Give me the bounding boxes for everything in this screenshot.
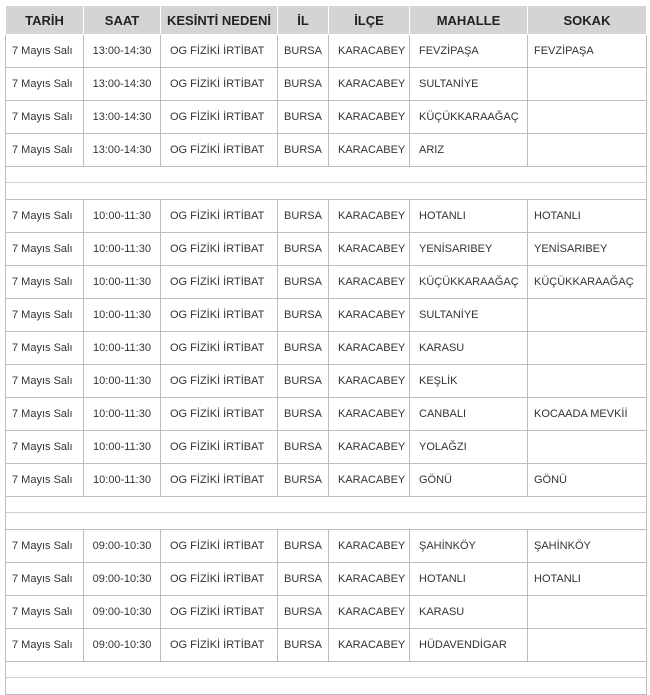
cell-date: 7 Mayıs Salı xyxy=(6,299,84,332)
table-row xyxy=(6,35,647,68)
cell-neighborhood: FEVZİPAŞA xyxy=(410,35,528,68)
table-row xyxy=(6,365,647,398)
cell-district: KARACABEY xyxy=(329,101,410,134)
table-row xyxy=(6,530,647,563)
cell-reason: OG FİZİKİ İRTİBAT xyxy=(161,200,278,233)
cell-time: 10:00-11:30 xyxy=(84,332,161,365)
divider-line xyxy=(6,677,646,678)
cell-street: FEVZİPAŞA xyxy=(528,35,647,68)
cell-street: GÖNÜ xyxy=(528,464,647,497)
cell-date: 7 Mayıs Salı xyxy=(6,365,84,398)
cell-district: KARACABEY xyxy=(329,530,410,563)
cell-street xyxy=(528,101,647,134)
cell-date: 7 Mayıs Salı xyxy=(6,35,84,68)
cell-neighborhood: HOTANLI xyxy=(410,563,528,596)
cell-reason: OG FİZİKİ İRTİBAT xyxy=(161,233,278,266)
group-separator-row xyxy=(6,497,647,530)
cell-province: BURSA xyxy=(278,629,329,662)
cell-street: KOCAADA MEVKİİ xyxy=(528,398,647,431)
cell-province: BURSA xyxy=(278,134,329,167)
table-header xyxy=(6,6,647,35)
cell-neighborhood: YOLAĞZI xyxy=(410,431,528,464)
cell-province: BURSA xyxy=(278,398,329,431)
cell-province: BURSA xyxy=(278,365,329,398)
cell-province: BURSA xyxy=(278,563,329,596)
cell-district: KARACABEY xyxy=(329,332,410,365)
group-separator xyxy=(6,662,647,695)
cell-neighborhood: ŞAHİNKÖY xyxy=(410,530,528,563)
cell-date: 7 Mayıs Salı xyxy=(6,629,84,662)
cell-province: BURSA xyxy=(278,200,329,233)
cell-district: KARACABEY xyxy=(329,365,410,398)
cell-province: BURSA xyxy=(278,530,329,563)
cell-neighborhood: KÜÇÜKKARAAĞAÇ xyxy=(410,101,528,134)
cell-street xyxy=(528,68,647,101)
cell-date: 7 Mayıs Salı xyxy=(6,101,84,134)
cell-street: YENİSARIBEY xyxy=(528,233,647,266)
cell-neighborhood: SULTANİYE xyxy=(410,68,528,101)
table-row xyxy=(6,266,647,299)
cell-date: 7 Mayıs Salı xyxy=(6,398,84,431)
cell-time: 10:00-11:30 xyxy=(84,431,161,464)
cell-date: 7 Mayıs Salı xyxy=(6,200,84,233)
cell-street: HOTANLI xyxy=(528,563,647,596)
cell-district: KARACABEY xyxy=(329,200,410,233)
cell-neighborhood: KEŞLİK xyxy=(410,365,528,398)
outage-table xyxy=(5,5,647,695)
cell-street: KÜÇÜKKARAAĞAÇ xyxy=(528,266,647,299)
cell-date: 7 Mayıs Salı xyxy=(6,332,84,365)
cell-time: 10:00-11:30 xyxy=(84,200,161,233)
header-il: İL xyxy=(278,6,329,35)
cell-time: 10:00-11:30 xyxy=(84,464,161,497)
cell-province: BURSA xyxy=(278,431,329,464)
cell-time: 13:00-14:30 xyxy=(84,35,161,68)
table-row xyxy=(6,101,647,134)
table-row xyxy=(6,596,647,629)
cell-district: KARACABEY xyxy=(329,464,410,497)
cell-district: KARACABEY xyxy=(329,299,410,332)
cell-reason: OG FİZİKİ İRTİBAT xyxy=(161,68,278,101)
divider-line xyxy=(6,182,646,183)
table-row xyxy=(6,629,647,662)
cell-province: BURSA xyxy=(278,266,329,299)
cell-reason: OG FİZİKİ İRTİBAT xyxy=(161,431,278,464)
table-row xyxy=(6,233,647,266)
cell-neighborhood: KARASU xyxy=(410,596,528,629)
cell-reason: OG FİZİKİ İRTİBAT xyxy=(161,101,278,134)
cell-date: 7 Mayıs Salı xyxy=(6,530,84,563)
cell-time: 10:00-11:30 xyxy=(84,365,161,398)
cell-date: 7 Mayıs Salı xyxy=(6,596,84,629)
cell-reason: OG FİZİKİ İRTİBAT xyxy=(161,332,278,365)
table-row xyxy=(6,464,647,497)
cell-district: KARACABEY xyxy=(329,563,410,596)
cell-district: KARACABEY xyxy=(329,596,410,629)
cell-street xyxy=(528,332,647,365)
cell-reason: OG FİZİKİ İRTİBAT xyxy=(161,35,278,68)
cell-province: BURSA xyxy=(278,68,329,101)
cell-time: 09:00-10:30 xyxy=(84,596,161,629)
header-sokak: SOKAK xyxy=(528,6,647,35)
cell-time: 10:00-11:30 xyxy=(84,398,161,431)
cell-time: 13:00-14:30 xyxy=(84,134,161,167)
cell-reason: OG FİZİKİ İRTİBAT xyxy=(161,629,278,662)
cell-reason: OG FİZİKİ İRTİBAT xyxy=(161,530,278,563)
group-separator-row xyxy=(6,167,647,200)
cell-time: 10:00-11:30 xyxy=(84,233,161,266)
table-row xyxy=(6,134,647,167)
cell-neighborhood: GÖNÜ xyxy=(410,464,528,497)
outage-table-container xyxy=(5,5,646,695)
cell-province: BURSA xyxy=(278,332,329,365)
cell-time: 09:00-10:30 xyxy=(84,563,161,596)
cell-neighborhood: YENİSARIBEY xyxy=(410,233,528,266)
cell-province: BURSA xyxy=(278,233,329,266)
group-separator-row xyxy=(6,662,647,695)
cell-neighborhood: ARIZ xyxy=(410,134,528,167)
cell-date: 7 Mayıs Salı xyxy=(6,134,84,167)
cell-district: KARACABEY xyxy=(329,398,410,431)
cell-time: 13:00-14:30 xyxy=(84,101,161,134)
table-row xyxy=(6,563,647,596)
cell-reason: OG FİZİKİ İRTİBAT xyxy=(161,365,278,398)
cell-reason: OG FİZİKİ İRTİBAT xyxy=(161,596,278,629)
cell-date: 7 Mayıs Salı xyxy=(6,266,84,299)
cell-reason: OG FİZİKİ İRTİBAT xyxy=(161,299,278,332)
cell-reason: OG FİZİKİ İRTİBAT xyxy=(161,563,278,596)
cell-street: HOTANLI xyxy=(528,200,647,233)
header-saat: SAAT xyxy=(84,6,161,35)
cell-time: 13:00-14:30 xyxy=(84,68,161,101)
table-row xyxy=(6,200,647,233)
cell-time: 10:00-11:30 xyxy=(84,299,161,332)
group-separator xyxy=(6,167,647,200)
cell-street xyxy=(528,629,647,662)
cell-date: 7 Mayıs Salı xyxy=(6,431,84,464)
cell-province: BURSA xyxy=(278,101,329,134)
cell-province: BURSA xyxy=(278,596,329,629)
header-row xyxy=(6,6,647,35)
cell-district: KARACABEY xyxy=(329,68,410,101)
cell-street xyxy=(528,299,647,332)
cell-time: 09:00-10:30 xyxy=(84,629,161,662)
cell-district: KARACABEY xyxy=(329,431,410,464)
cell-province: BURSA xyxy=(278,35,329,68)
cell-date: 7 Mayıs Salı xyxy=(6,233,84,266)
header-tarih: TARİH xyxy=(6,6,84,35)
cell-neighborhood: CANBALI xyxy=(410,398,528,431)
cell-neighborhood: HÜDAVENDİGAR xyxy=(410,629,528,662)
cell-street xyxy=(528,596,647,629)
cell-time: 09:00-10:30 xyxy=(84,530,161,563)
cell-district: KARACABEY xyxy=(329,134,410,167)
table-row xyxy=(6,299,647,332)
table-row xyxy=(6,431,647,464)
cell-street xyxy=(528,431,647,464)
cell-date: 7 Mayıs Salı xyxy=(6,68,84,101)
cell-street: ŞAHİNKÖY xyxy=(528,530,647,563)
cell-neighborhood: KÜÇÜKKARAAĞAÇ xyxy=(410,266,528,299)
group-separator xyxy=(6,497,647,530)
cell-reason: OG FİZİKİ İRTİBAT xyxy=(161,398,278,431)
header-mahalle: MAHALLE xyxy=(410,6,528,35)
cell-street xyxy=(528,134,647,167)
cell-district: KARACABEY xyxy=(329,233,410,266)
table-row xyxy=(6,398,647,431)
table-body xyxy=(6,35,647,695)
divider-line xyxy=(6,512,646,513)
header-ilce: İLÇE xyxy=(329,6,410,35)
cell-district: KARACABEY xyxy=(329,35,410,68)
cell-reason: OG FİZİKİ İRTİBAT xyxy=(161,266,278,299)
cell-reason: OG FİZİKİ İRTİBAT xyxy=(161,134,278,167)
cell-neighborhood: HOTANLI xyxy=(410,200,528,233)
table-row xyxy=(6,332,647,365)
cell-reason: OG FİZİKİ İRTİBAT xyxy=(161,464,278,497)
header-kesinti-nedeni: KESİNTİ NEDENİ xyxy=(161,6,278,35)
cell-district: KARACABEY xyxy=(329,629,410,662)
cell-date: 7 Mayıs Salı xyxy=(6,464,84,497)
cell-province: BURSA xyxy=(278,464,329,497)
cell-date: 7 Mayıs Salı xyxy=(6,563,84,596)
cell-district: KARACABEY xyxy=(329,266,410,299)
table-row xyxy=(6,68,647,101)
cell-neighborhood: SULTANİYE xyxy=(410,299,528,332)
cell-province: BURSA xyxy=(278,299,329,332)
cell-time: 10:00-11:30 xyxy=(84,266,161,299)
cell-neighborhood: KARASU xyxy=(410,332,528,365)
cell-street xyxy=(528,365,647,398)
